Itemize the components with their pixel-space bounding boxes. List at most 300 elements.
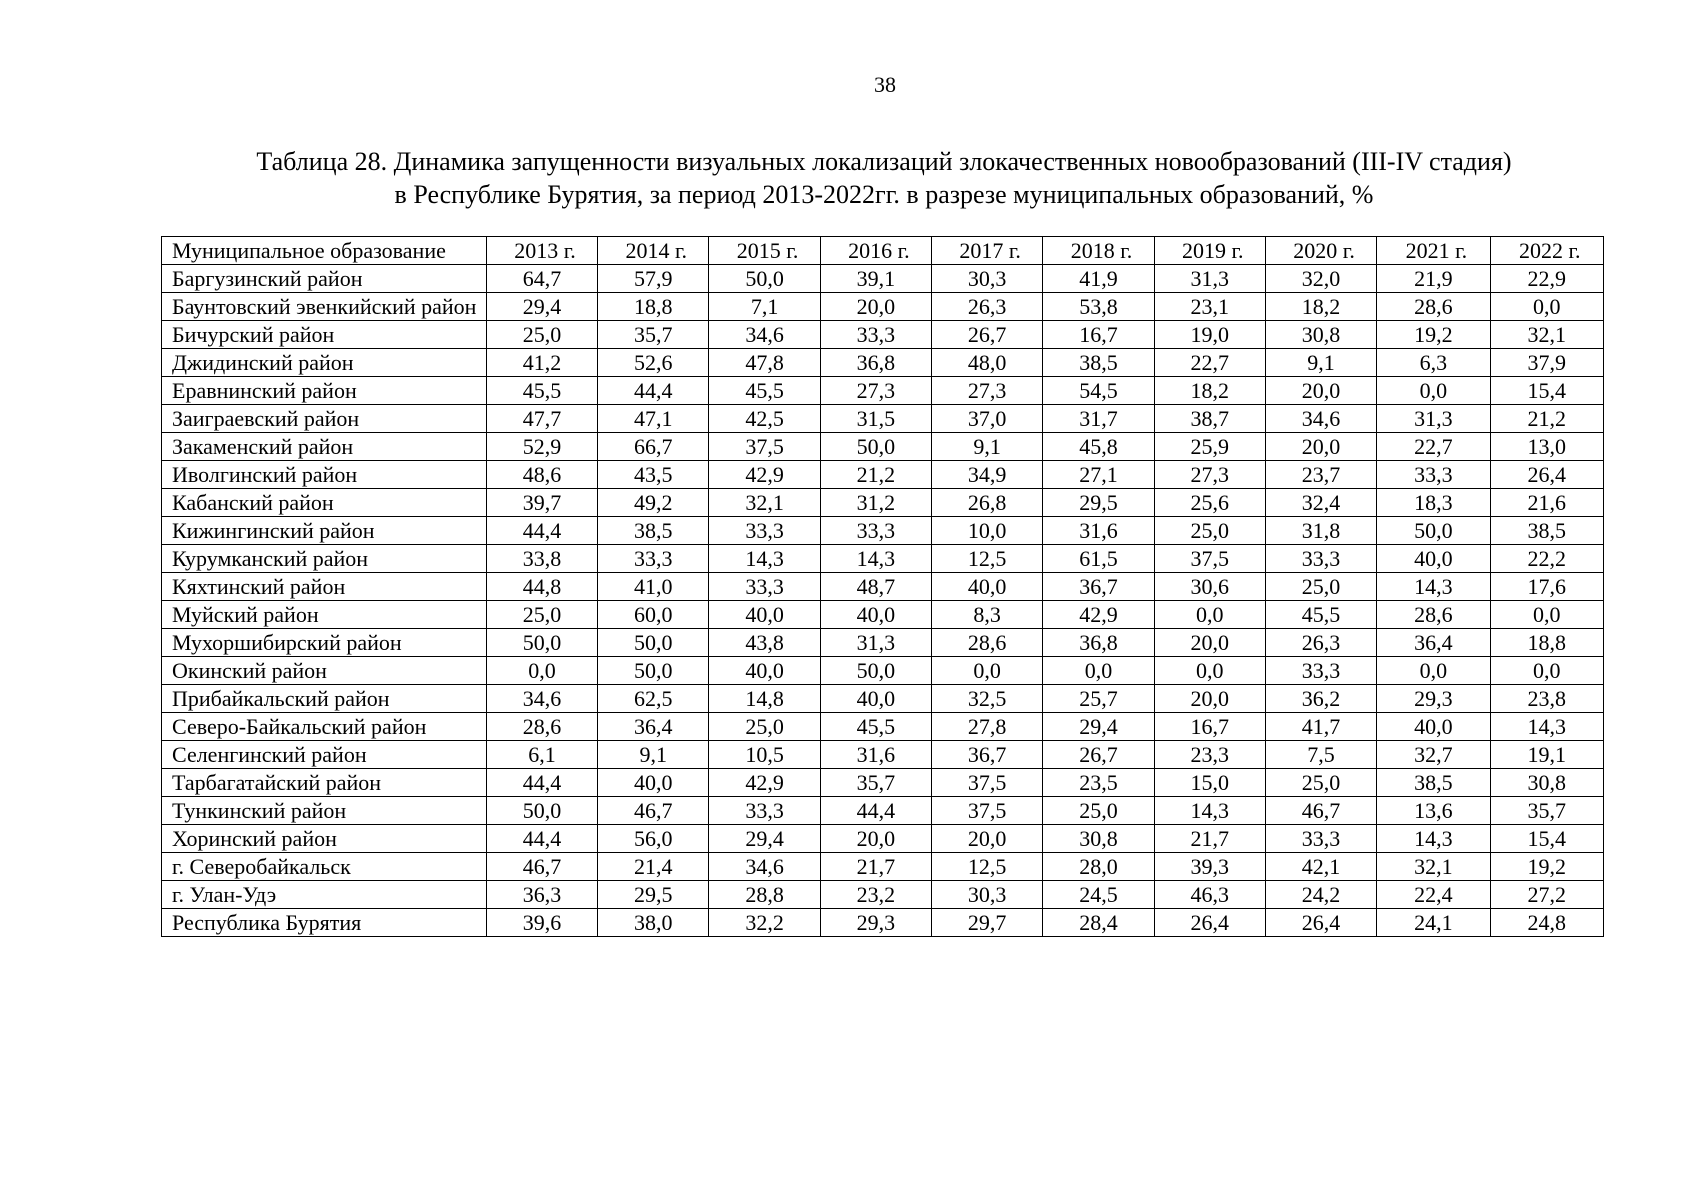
row-value-cell: 24,1 <box>1377 909 1490 937</box>
row-value-cell: 56,0 <box>598 825 709 853</box>
row-value-cell: 50,0 <box>709 265 820 293</box>
row-value-cell: 47,8 <box>709 349 820 377</box>
header-year: 2019 г. <box>1154 237 1265 265</box>
row-value-cell: 48,6 <box>486 461 597 489</box>
row-municipality-name: Селенгинский район <box>162 741 487 769</box>
row-value-cell: 42,9 <box>1043 601 1154 629</box>
row-value-cell: 27,8 <box>932 713 1043 741</box>
row-value-cell: 40,0 <box>820 685 931 713</box>
row-value-cell: 30,3 <box>932 265 1043 293</box>
row-value-cell: 45,5 <box>820 713 931 741</box>
row-value-cell: 25,0 <box>1154 517 1265 545</box>
row-municipality-name: Тункинский район <box>162 797 487 825</box>
row-municipality-name: Хоринский район <box>162 825 487 853</box>
row-value-cell: 48,7 <box>820 573 931 601</box>
row-municipality-name: Тарбагатайский район <box>162 769 487 797</box>
row-value-cell: 29,3 <box>1377 685 1490 713</box>
row-municipality-name: г. Северобайкальск <box>162 853 487 881</box>
row-value-cell: 14,3 <box>709 545 820 573</box>
row-value-cell: 6,1 <box>486 741 597 769</box>
row-value-cell: 61,5 <box>1043 545 1154 573</box>
row-value-cell: 28,6 <box>932 629 1043 657</box>
row-value-cell: 41,2 <box>486 349 597 377</box>
row-value-cell: 15,4 <box>1490 377 1603 405</box>
row-value-cell: 29,4 <box>709 825 820 853</box>
row-value-cell: 34,6 <box>709 853 820 881</box>
row-value-cell: 27,1 <box>1043 461 1154 489</box>
row-value-cell: 26,7 <box>932 321 1043 349</box>
row-value-cell: 25,7 <box>1043 685 1154 713</box>
row-value-cell: 21,4 <box>598 853 709 881</box>
row-value-cell: 37,5 <box>709 433 820 461</box>
row-value-cell: 44,4 <box>598 377 709 405</box>
row-value-cell: 25,0 <box>1043 797 1154 825</box>
row-value-cell: 50,0 <box>820 433 931 461</box>
row-value-cell: 37,5 <box>932 769 1043 797</box>
table-row <box>162 657 1604 685</box>
row-value-cell: 35,7 <box>1490 797 1603 825</box>
row-value-cell: 42,9 <box>709 461 820 489</box>
row-value-cell: 36,4 <box>598 713 709 741</box>
row-value-cell: 31,5 <box>820 405 931 433</box>
row-value-cell: 32,4 <box>1265 489 1376 517</box>
row-value-cell: 18,3 <box>1377 489 1490 517</box>
row-value-cell: 50,0 <box>486 797 597 825</box>
row-value-cell: 36,2 <box>1265 685 1376 713</box>
table-row <box>162 377 1604 405</box>
row-value-cell: 62,5 <box>598 685 709 713</box>
header-year: 2017 г. <box>932 237 1043 265</box>
row-value-cell: 36,4 <box>1377 629 1490 657</box>
row-value-cell: 21,2 <box>820 461 931 489</box>
row-value-cell: 46,7 <box>486 853 597 881</box>
row-value-cell: 40,0 <box>709 601 820 629</box>
table-title <box>160 145 1608 211</box>
row-value-cell: 13,6 <box>1377 797 1490 825</box>
row-value-cell: 36,3 <box>486 881 597 909</box>
row-value-cell: 16,7 <box>1154 713 1265 741</box>
row-value-cell: 34,6 <box>486 685 597 713</box>
table-row <box>162 433 1604 461</box>
row-value-cell: 50,0 <box>1377 517 1490 545</box>
row-value-cell: 22,7 <box>1154 349 1265 377</box>
row-value-cell: 19,0 <box>1154 321 1265 349</box>
row-value-cell: 38,5 <box>1043 349 1154 377</box>
row-value-cell: 26,4 <box>1154 909 1265 937</box>
row-value-cell: 33,8 <box>486 545 597 573</box>
row-value-cell: 23,1 <box>1154 293 1265 321</box>
row-value-cell: 28,6 <box>1377 601 1490 629</box>
row-value-cell: 19,2 <box>1377 321 1490 349</box>
row-value-cell: 33,3 <box>820 321 931 349</box>
row-value-cell: 13,0 <box>1490 433 1603 461</box>
row-value-cell: 30,8 <box>1490 769 1603 797</box>
row-value-cell: 27,3 <box>932 377 1043 405</box>
row-value-cell: 50,0 <box>598 629 709 657</box>
row-value-cell: 0,0 <box>1490 601 1603 629</box>
row-value-cell: 29,3 <box>820 909 931 937</box>
row-value-cell: 39,6 <box>486 909 597 937</box>
row-value-cell: 52,9 <box>486 433 597 461</box>
row-value-cell: 39,1 <box>820 265 931 293</box>
row-value-cell: 45,5 <box>709 377 820 405</box>
row-value-cell: 41,9 <box>1043 265 1154 293</box>
row-value-cell: 14,8 <box>709 685 820 713</box>
row-value-cell: 38,5 <box>598 517 709 545</box>
row-value-cell: 57,9 <box>598 265 709 293</box>
row-value-cell: 40,0 <box>932 573 1043 601</box>
row-value-cell: 28,4 <box>1043 909 1154 937</box>
table-row <box>162 769 1604 797</box>
row-value-cell: 18,8 <box>1490 629 1603 657</box>
row-value-cell: 50,0 <box>820 657 931 685</box>
row-value-cell: 20,0 <box>1154 685 1265 713</box>
row-value-cell: 10,0 <box>932 517 1043 545</box>
row-value-cell: 26,4 <box>1265 909 1376 937</box>
row-municipality-name: Курумканский район <box>162 545 487 573</box>
table-row <box>162 909 1604 937</box>
row-value-cell: 7,5 <box>1265 741 1376 769</box>
row-value-cell: 45,8 <box>1043 433 1154 461</box>
row-value-cell: 6,3 <box>1377 349 1490 377</box>
row-value-cell: 31,3 <box>1154 265 1265 293</box>
row-value-cell: 50,0 <box>486 629 597 657</box>
row-value-cell: 15,4 <box>1490 825 1603 853</box>
row-value-cell: 29,4 <box>1043 713 1154 741</box>
row-municipality-name: Заиграевский район <box>162 405 487 433</box>
row-value-cell: 64,7 <box>486 265 597 293</box>
row-value-cell: 21,9 <box>1377 265 1490 293</box>
row-value-cell: 22,4 <box>1377 881 1490 909</box>
row-value-cell: 33,3 <box>1265 545 1376 573</box>
row-value-cell: 0,0 <box>1377 657 1490 685</box>
row-value-cell: 34,6 <box>1265 405 1376 433</box>
row-value-cell: 42,5 <box>709 405 820 433</box>
row-value-cell: 40,0 <box>598 769 709 797</box>
row-municipality-name: Баунтовский эвенкийский район <box>162 293 487 321</box>
row-value-cell: 44,8 <box>486 573 597 601</box>
row-value-cell: 21,7 <box>820 853 931 881</box>
row-value-cell: 37,5 <box>1154 545 1265 573</box>
row-value-cell: 0,0 <box>1154 601 1265 629</box>
row-value-cell: 41,0 <box>598 573 709 601</box>
row-value-cell: 28,6 <box>486 713 597 741</box>
page-number: 38 <box>874 72 896 97</box>
row-value-cell: 18,2 <box>1265 293 1376 321</box>
row-value-cell: 25,0 <box>1265 769 1376 797</box>
row-value-cell: 9,1 <box>1265 349 1376 377</box>
data-table <box>161 236 1604 937</box>
row-value-cell: 29,7 <box>932 909 1043 937</box>
row-value-cell: 20,0 <box>932 825 1043 853</box>
row-value-cell: 23,3 <box>1154 741 1265 769</box>
row-value-cell: 20,0 <box>820 825 931 853</box>
header-municipality: Муниципальное образование <box>162 237 487 265</box>
header-year: 2016 г. <box>820 237 931 265</box>
row-value-cell: 43,8 <box>709 629 820 657</box>
table-row <box>162 461 1604 489</box>
row-value-cell: 22,7 <box>1377 433 1490 461</box>
row-value-cell: 25,9 <box>1154 433 1265 461</box>
row-value-cell: 28,8 <box>709 881 820 909</box>
row-municipality-name: Республика Бурятия <box>162 909 487 937</box>
row-value-cell: 26,7 <box>1043 741 1154 769</box>
row-value-cell: 31,7 <box>1043 405 1154 433</box>
row-value-cell: 14,3 <box>1490 713 1603 741</box>
row-value-cell: 0,0 <box>932 657 1043 685</box>
header-year: 2015 г. <box>709 237 820 265</box>
table-row <box>162 489 1604 517</box>
row-municipality-name: Еравнинский район <box>162 377 487 405</box>
row-value-cell: 41,7 <box>1265 713 1376 741</box>
row-value-cell: 53,8 <box>1043 293 1154 321</box>
row-value-cell: 23,5 <box>1043 769 1154 797</box>
row-value-cell: 0,0 <box>1043 657 1154 685</box>
row-value-cell: 14,3 <box>820 545 931 573</box>
row-value-cell: 32,1 <box>709 489 820 517</box>
row-value-cell: 25,0 <box>486 321 597 349</box>
row-municipality-name: Иволгинский район <box>162 461 487 489</box>
row-value-cell: 42,1 <box>1265 853 1376 881</box>
row-value-cell: 30,8 <box>1265 321 1376 349</box>
row-value-cell: 0,0 <box>1377 377 1490 405</box>
row-value-cell: 31,3 <box>1377 405 1490 433</box>
row-value-cell: 30,6 <box>1154 573 1265 601</box>
row-value-cell: 39,7 <box>486 489 597 517</box>
row-value-cell: 45,5 <box>486 377 597 405</box>
row-value-cell: 32,1 <box>1490 321 1603 349</box>
row-municipality-name: Окинский район <box>162 657 487 685</box>
row-value-cell: 19,1 <box>1490 741 1603 769</box>
row-value-cell: 26,3 <box>1265 629 1376 657</box>
table-row <box>162 741 1604 769</box>
row-value-cell: 27,3 <box>820 377 931 405</box>
row-value-cell: 38,5 <box>1377 769 1490 797</box>
header-row <box>162 237 1604 265</box>
row-value-cell: 28,6 <box>1377 293 1490 321</box>
row-value-cell: 23,8 <box>1490 685 1603 713</box>
row-value-cell: 40,0 <box>1377 545 1490 573</box>
row-value-cell: 0,0 <box>1490 293 1603 321</box>
row-value-cell: 36,7 <box>1043 573 1154 601</box>
row-value-cell: 25,0 <box>1265 573 1376 601</box>
row-municipality-name: Бичурский район <box>162 321 487 349</box>
row-value-cell: 12,5 <box>932 545 1043 573</box>
row-value-cell: 37,5 <box>932 797 1043 825</box>
table-row <box>162 685 1604 713</box>
row-value-cell: 35,7 <box>598 321 709 349</box>
row-value-cell: 21,6 <box>1490 489 1603 517</box>
row-value-cell: 33,3 <box>709 797 820 825</box>
row-value-cell: 20,0 <box>1265 377 1376 405</box>
row-value-cell: 47,7 <box>486 405 597 433</box>
row-value-cell: 8,3 <box>932 601 1043 629</box>
row-municipality-name: Кабанский район <box>162 489 487 517</box>
row-value-cell: 46,7 <box>598 797 709 825</box>
row-value-cell: 30,8 <box>1043 825 1154 853</box>
table-row <box>162 517 1604 545</box>
table-row <box>162 545 1604 573</box>
row-value-cell: 32,7 <box>1377 741 1490 769</box>
row-value-cell: 36,7 <box>932 741 1043 769</box>
row-value-cell: 23,2 <box>820 881 931 909</box>
row-value-cell: 45,5 <box>1265 601 1376 629</box>
row-value-cell: 33,3 <box>709 573 820 601</box>
row-value-cell: 54,5 <box>1043 377 1154 405</box>
row-value-cell: 18,8 <box>598 293 709 321</box>
row-value-cell: 31,6 <box>820 741 931 769</box>
row-value-cell: 47,1 <box>598 405 709 433</box>
row-value-cell: 52,6 <box>598 349 709 377</box>
row-value-cell: 10,5 <box>709 741 820 769</box>
row-value-cell: 21,2 <box>1490 405 1603 433</box>
row-value-cell: 23,7 <box>1265 461 1376 489</box>
row-value-cell: 9,1 <box>932 433 1043 461</box>
row-value-cell: 43,5 <box>598 461 709 489</box>
row-municipality-name: Северо-Байкальский район <box>162 713 487 741</box>
row-value-cell: 44,4 <box>820 797 931 825</box>
row-municipality-name: Джидинский район <box>162 349 487 377</box>
row-value-cell: 44,4 <box>486 517 597 545</box>
row-value-cell: 35,7 <box>820 769 931 797</box>
row-value-cell: 24,8 <box>1490 909 1603 937</box>
row-value-cell: 32,0 <box>1265 265 1376 293</box>
row-value-cell: 33,3 <box>598 545 709 573</box>
table-row <box>162 853 1604 881</box>
row-value-cell: 28,0 <box>1043 853 1154 881</box>
row-value-cell: 44,4 <box>486 825 597 853</box>
header-year: 2014 г. <box>598 237 709 265</box>
row-value-cell: 0,0 <box>1154 657 1265 685</box>
row-value-cell: 34,6 <box>709 321 820 349</box>
table-row <box>162 405 1604 433</box>
row-value-cell: 50,0 <box>598 657 709 685</box>
row-value-cell: 0,0 <box>486 657 597 685</box>
row-value-cell: 14,3 <box>1377 825 1490 853</box>
table-row <box>162 573 1604 601</box>
row-value-cell: 32,2 <box>709 909 820 937</box>
table-row <box>162 265 1604 293</box>
row-municipality-name: Кяхтинский район <box>162 573 487 601</box>
row-value-cell: 40,0 <box>1377 713 1490 741</box>
row-value-cell: 27,2 <box>1490 881 1603 909</box>
header-year: 2022 г. <box>1490 237 1603 265</box>
row-value-cell: 29,5 <box>1043 489 1154 517</box>
table-row <box>162 293 1604 321</box>
table-row <box>162 601 1604 629</box>
row-value-cell: 33,3 <box>709 517 820 545</box>
row-value-cell: 22,2 <box>1490 545 1603 573</box>
row-value-cell: 7,1 <box>709 293 820 321</box>
row-value-cell: 20,0 <box>1265 433 1376 461</box>
row-value-cell: 26,3 <box>932 293 1043 321</box>
row-value-cell: 49,2 <box>598 489 709 517</box>
row-value-cell: 30,3 <box>932 881 1043 909</box>
row-value-cell: 39,3 <box>1154 853 1265 881</box>
row-value-cell: 27,3 <box>1154 461 1265 489</box>
row-value-cell: 17,6 <box>1490 573 1603 601</box>
table-row <box>162 797 1604 825</box>
row-value-cell: 20,0 <box>820 293 931 321</box>
row-value-cell: 25,6 <box>1154 489 1265 517</box>
row-municipality-name: Мухоршибирский район <box>162 629 487 657</box>
row-value-cell: 48,0 <box>932 349 1043 377</box>
table-row <box>162 713 1604 741</box>
row-value-cell: 66,7 <box>598 433 709 461</box>
row-value-cell: 44,4 <box>486 769 597 797</box>
row-value-cell: 26,4 <box>1490 461 1603 489</box>
row-value-cell: 38,5 <box>1490 517 1603 545</box>
row-value-cell: 32,5 <box>932 685 1043 713</box>
row-value-cell: 31,8 <box>1265 517 1376 545</box>
row-value-cell: 16,7 <box>1043 321 1154 349</box>
row-municipality-name: Баргузинский район <box>162 265 487 293</box>
row-value-cell: 34,9 <box>932 461 1043 489</box>
table-row <box>162 825 1604 853</box>
table-title-line-1: Таблица 28. Динамика запущенности визуальных локализаций злокачественных новообразований (III-IV стадия) <box>256 147 1512 176</box>
row-municipality-name: Кижингинский район <box>162 517 487 545</box>
row-value-cell: 46,3 <box>1154 881 1265 909</box>
row-value-cell: 22,9 <box>1490 265 1603 293</box>
row-value-cell: 60,0 <box>598 601 709 629</box>
row-value-cell: 14,3 <box>1154 797 1265 825</box>
row-value-cell: 36,8 <box>820 349 931 377</box>
row-value-cell: 33,3 <box>1265 657 1376 685</box>
row-value-cell: 31,6 <box>1043 517 1154 545</box>
row-value-cell: 24,2 <box>1265 881 1376 909</box>
row-municipality-name: г. Улан-Удэ <box>162 881 487 909</box>
row-value-cell: 29,5 <box>598 881 709 909</box>
row-value-cell: 31,2 <box>820 489 931 517</box>
row-value-cell: 33,3 <box>1377 461 1490 489</box>
header-year: 2021 г. <box>1377 237 1490 265</box>
row-municipality-name: Закаменский район <box>162 433 487 461</box>
row-value-cell: 29,4 <box>486 293 597 321</box>
table-row <box>162 881 1604 909</box>
row-value-cell: 0,0 <box>1490 657 1603 685</box>
row-value-cell: 31,3 <box>820 629 931 657</box>
row-value-cell: 9,1 <box>598 741 709 769</box>
row-value-cell: 19,2 <box>1490 853 1603 881</box>
table-title-line-2: в Республике Бурятия, за период 2013-2022гг. в разрезе муниципальных образований, % <box>394 180 1374 209</box>
row-value-cell: 21,7 <box>1154 825 1265 853</box>
row-value-cell: 36,8 <box>1043 629 1154 657</box>
table-row <box>162 629 1604 657</box>
row-value-cell: 42,9 <box>709 769 820 797</box>
row-value-cell: 40,0 <box>709 657 820 685</box>
row-municipality-name: Муйский район <box>162 601 487 629</box>
row-value-cell: 20,0 <box>1154 629 1265 657</box>
table-body <box>162 265 1604 937</box>
row-value-cell: 25,0 <box>709 713 820 741</box>
row-value-cell: 38,7 <box>1154 405 1265 433</box>
table-row <box>162 349 1604 377</box>
row-value-cell: 38,0 <box>598 909 709 937</box>
row-value-cell: 26,8 <box>932 489 1043 517</box>
row-value-cell: 33,3 <box>820 517 931 545</box>
header-year: 2018 г. <box>1043 237 1154 265</box>
row-value-cell: 25,0 <box>486 601 597 629</box>
row-value-cell: 32,1 <box>1377 853 1490 881</box>
row-value-cell: 18,2 <box>1154 377 1265 405</box>
row-value-cell: 37,9 <box>1490 349 1603 377</box>
row-value-cell: 14,3 <box>1377 573 1490 601</box>
row-value-cell: 33,3 <box>1265 825 1376 853</box>
table-row <box>162 321 1604 349</box>
row-value-cell: 40,0 <box>820 601 931 629</box>
header-year: 2020 г. <box>1265 237 1376 265</box>
row-value-cell: 46,7 <box>1265 797 1376 825</box>
